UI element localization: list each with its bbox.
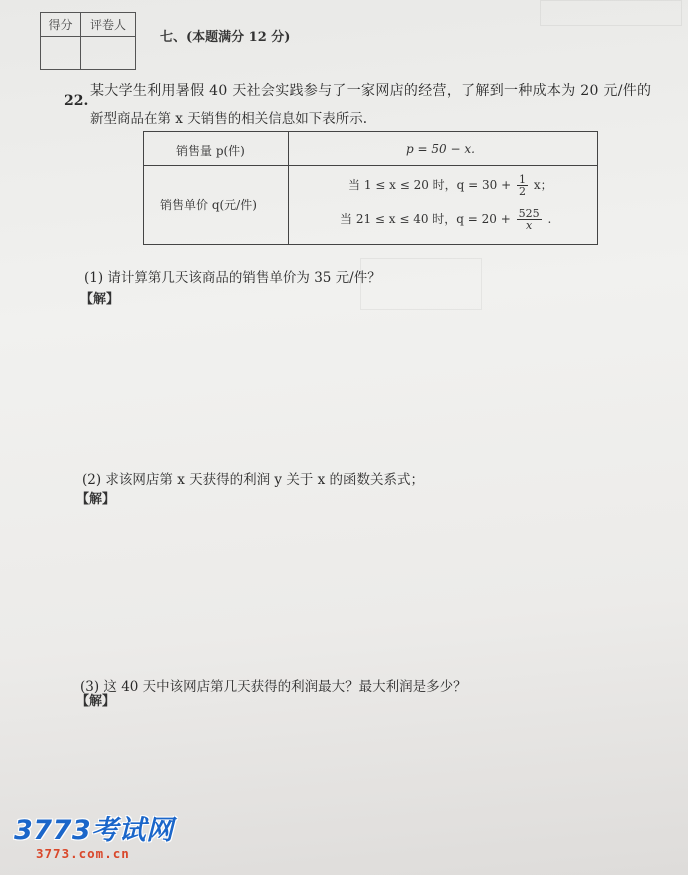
answer-tag-2: 【解】	[76, 492, 116, 507]
case1-frac-num: 1	[519, 173, 527, 186]
question-text-line2: 新型商品在第 x 天销售的相关信息如下表所示.	[90, 111, 367, 127]
answer-tag-1: 【解】	[80, 292, 120, 307]
question-text-line1: 某大学生利用暑假 40 天社会实践参与了一家网店的经营，了解到一种成本为 20 元/件的	[90, 83, 652, 99]
subquestion-2: (2) 求该网店第 x 天获得的利润 y 关于 x 的函数关系式；	[82, 472, 425, 488]
table-row2-case1	[348, 174, 553, 197]
score-box	[40, 12, 136, 70]
case1-fraction	[517, 174, 528, 197]
case2-suffix: .	[547, 212, 552, 226]
info-table	[143, 131, 598, 245]
table-divider-vertical	[288, 132, 289, 244]
case1-suffix: x；	[533, 178, 553, 192]
case2-frac-num: 525	[518, 207, 540, 220]
case2-prefix: 当 21 ≤ x ≤ 40 时，q = 20 +	[340, 212, 511, 226]
case1-prefix: 当 1 ≤ x ≤ 20 时，q = 30 +	[348, 178, 512, 192]
table-row1-value: p = 50 − x.	[406, 142, 475, 156]
score-cell	[41, 37, 81, 69]
grader-label: 评卷人	[81, 13, 135, 37]
table-divider-horizontal	[144, 165, 597, 166]
grader-cell	[81, 37, 135, 69]
case2-frac-den: x	[526, 219, 533, 232]
subquestion-1: (1) 请计算第几天该商品的销售单价为 35 元/件？	[84, 270, 381, 286]
subquestion-3: (3) 这 40 天中该网店第几天获得的利润最大？最大利润是多少？	[80, 679, 467, 695]
ghost-box	[540, 0, 682, 26]
table-row1-label: 销售量 p(件)	[176, 144, 245, 158]
case2-fraction	[517, 208, 542, 231]
score-label: 得分	[41, 13, 81, 37]
watermark-logo: 3773考试网	[14, 815, 174, 846]
watermark-url: 3773.com.cn	[36, 846, 130, 861]
table-row2-label: 销售单价 q(元/件)	[160, 198, 257, 212]
case1-frac-den: 2	[519, 185, 527, 198]
answer-tag-3: 【解】	[76, 694, 116, 709]
question-number: 22.	[64, 93, 89, 109]
section-heading: 七、(本题满分 12 分)	[160, 30, 291, 45]
table-row2-case2	[340, 208, 551, 231]
